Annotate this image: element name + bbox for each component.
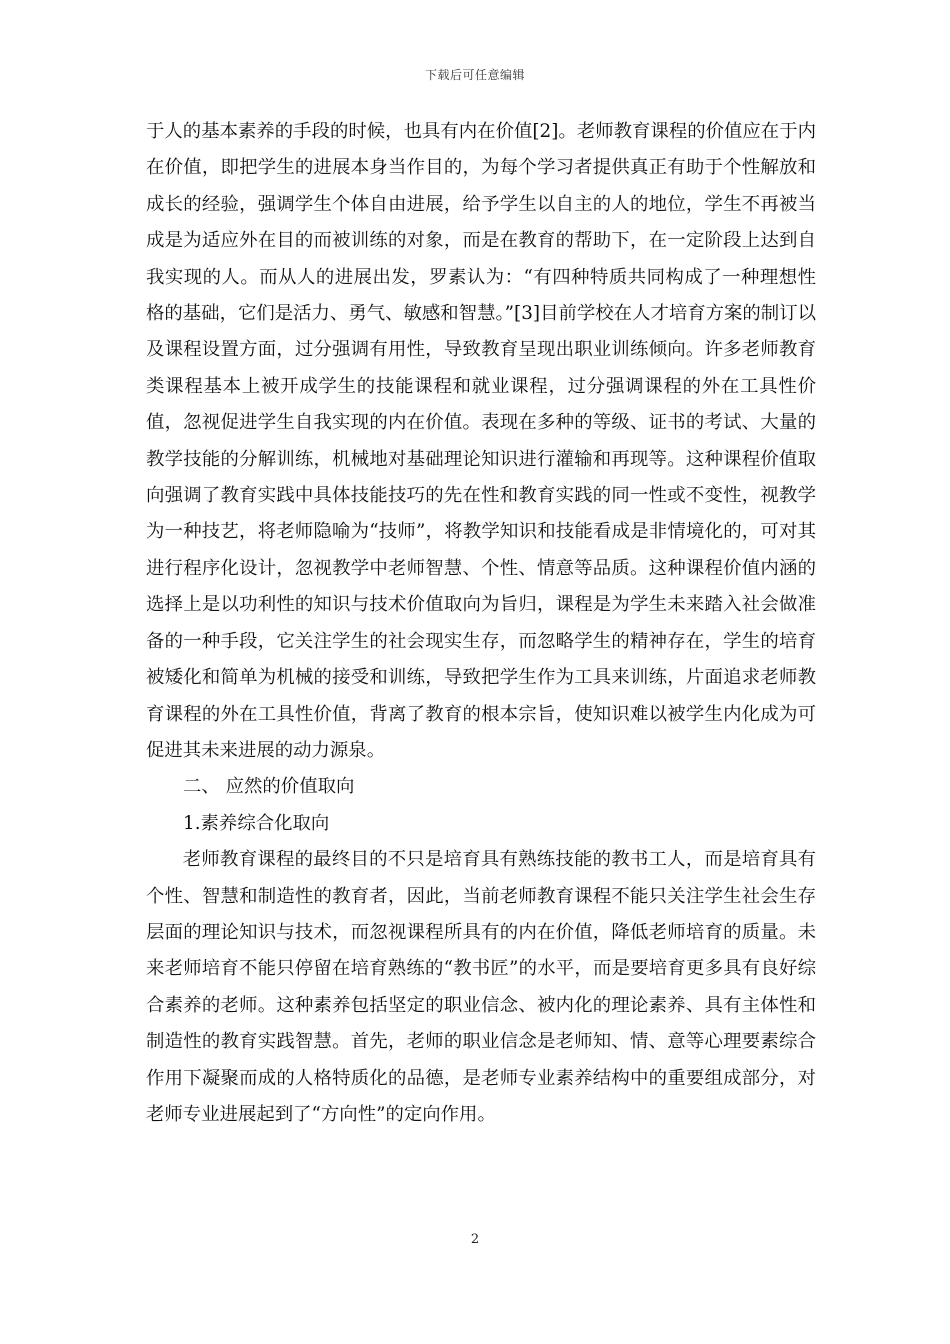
section-heading: 二、 应然的价值取向 <box>183 776 355 798</box>
page-number: 2 <box>470 1232 480 1247</box>
subsection-heading: 1.素养综合化取向 <box>183 812 330 834</box>
body-paragraph: 老师教育课程的最终目的不只是培育具有熟练技能的教书工人，而是培育具有个性、智慧和制造性的教育者，因此，当前老师教育课程不能只关注学生社会生存层面的理论知识与技术，而忽视课程所具有的内在价值，降低老师培育的质量。未来老师培育不能只停留在培育熟练的“教书匠”的水平，而是要培育更多具有良好综合素养的老师。这种素养包括坚定的职业信念、被内化的理论素养、具有主体性和制造性的教育实践智慧。首先，老师的职业信念是老师知、情、意等心理要素综合作用下凝聚而成的人格特质化的品德，是老师专业素养结构中的重要组成部分，对老师专业进展起到了“方向性”的定向作用。 <box>146 849 816 1125</box>
document-body <box>146 114 816 1133</box>
body-paragraph: 于人的基本素养的手段的时候，也具有内在价值[2]。老师教育课程的价值应在于内在价值，即把学生的进展本身当作目的，为每个学习者提供真正有助于个性解放和成长的经验，强调学生个体自由进展，给予学生以自主的人的地位，学生不再被当成是为适应外在目的而被训练的对象，而是在教育的帮助下，在一定阶段上达到自我实现的人。而从人的进展出发，罗素认为：“有四种特质共同构成了一种理想性格的基础，它们是活力、勇气、敏感和智慧。”[3]目前学校在人才培育方案的制订以及课程设置方面，过分强调有用性，导致教育呈现出职业训练倾向。许多老师教育类课程基本上被开成学生的技能课程和就业课程，过分强调课程的外在工具性价值，忽视促进学生自我实现的内在价值。表现在多种的等级、证书的考试、大量的教学技能的分解训练，机械地对基础理论知识进行灌输和再现等。这种课程价值取向强调了教育实践中具体技能技巧的先在性和教育实践的同一性或不变性，视教学为一种技艺，将老师隐喻为“技师”，将教学知识和技能看成是非情境化的，可对其进行程序化设计，忽视教学中老师智慧、个性、情意等品质。这种课程价值内涵的选择上是以功利性的知识与技术价值取向为旨归，课程是为学生未来踏入社会做准备的一种手段，它关注学生的社会现实生存，而忽略学生的精神存在，学生的培育被矮化和简单为机械的接受和训练，导致把学生作为工具来训练，片面追求老师教育课程的外在工具性价值，背离了教育的根本宗旨，使知识难以被学生内化成为可促进其未来进展的动力源泉。 <box>146 121 816 761</box>
page-header: 下载后可任意编辑 <box>424 68 525 82</box>
